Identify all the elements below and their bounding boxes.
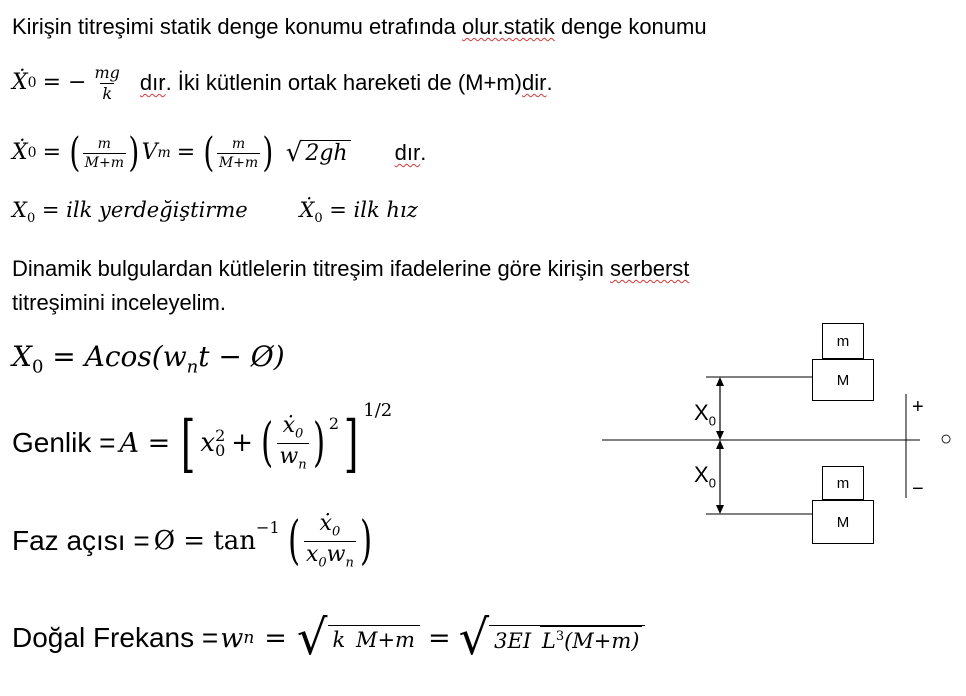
bottom-small-mass: m: [822, 466, 864, 500]
frac-num: ẋ: [319, 511, 332, 537]
definitions-line: [12, 198, 418, 226]
x-sub: 0: [708, 413, 716, 429]
x-letter: X: [694, 400, 709, 425]
top-large-mass: M: [812, 359, 874, 401]
intro-text: Kirişin titreşimi statik denge konumu etrafında: [12, 14, 462, 39]
equals-minus: = −: [42, 70, 87, 95]
x0-definition: = ilk yerdeğiştirme: [35, 198, 248, 222]
motion-equation: [12, 340, 285, 378]
square-exp: 2: [328, 414, 340, 433]
para-line2: titreşimini inceleyelim.: [12, 290, 226, 315]
frac-den: w: [279, 443, 299, 469]
frac-den: x: [305, 541, 319, 567]
frac-den-sub: n: [298, 456, 307, 472]
frac-den-sup: 3: [555, 628, 565, 644]
x0-sub: 0: [31, 356, 44, 378]
m-over-Mm: [83, 137, 126, 170]
lower-arrow-head-bottom: [716, 505, 724, 514]
v-sub: m: [157, 145, 171, 161]
velocity-line: Ẋ 0 = ( $\frac{m}{M+m}$ ) V m = ( $\frac{m}{M+m}$ ) √ 2gh dır .: [12, 130, 427, 176]
xdot0-definition: = ilk hız: [322, 198, 418, 222]
xdot0-symbol: Ẋ: [299, 198, 315, 222]
frequency-label: Doğal Frekans =: [12, 622, 219, 653]
mass-spring-diagram: [590, 318, 966, 554]
dir-word: dır: [139, 70, 166, 95]
equals: =: [42, 140, 62, 165]
xdot-sub: 0: [27, 75, 37, 91]
k-over-Mm: [328, 625, 420, 651]
frac-den: M+m: [354, 625, 417, 652]
intro-rest: denge konumu: [554, 14, 707, 39]
frac-num: 3EI: [494, 628, 532, 653]
x-symbol: x: [200, 428, 216, 458]
frac-den: M+m: [218, 154, 259, 171]
frac-num: m: [97, 135, 111, 152]
frac-num: m: [231, 135, 246, 152]
amplitude-label: Genlik =: [12, 427, 116, 458]
para-wavy-word: serberst: [609, 256, 690, 281]
initial-displacement-line: [12, 58, 553, 108]
sqrt-2gh: 2gh: [302, 140, 350, 167]
x-sub: 0: [708, 475, 716, 491]
upper-x0-label: [694, 400, 716, 428]
half-exp: 1/2: [363, 400, 393, 421]
m-over-Mm-2: [217, 137, 260, 170]
dir-word: dır: [394, 140, 421, 165]
x0-symbol: X: [12, 198, 27, 222]
eq-rest: t − Ø): [198, 340, 285, 373]
frac-den-rest: (M+m): [564, 628, 640, 653]
x0-symbol: X: [12, 340, 32, 373]
line2-dot: .: [546, 70, 553, 95]
xdot-symbol: Ẋ: [12, 70, 28, 95]
lower-arrow-head-top: [716, 440, 724, 449]
frac-num-sub: 0: [331, 524, 341, 540]
phase-tan: Ø = tan: [153, 526, 257, 556]
equals-2: =: [427, 622, 451, 654]
frac-num-sub: 0: [295, 426, 304, 442]
n-sub: n: [186, 356, 199, 378]
upper-arrow-head-bottom: [716, 431, 724, 440]
phase-label: Faz açısı =: [12, 525, 150, 556]
upper-arrow-head-top: [716, 377, 724, 386]
equals-2: =: [176, 140, 196, 165]
frac-num: k: [332, 628, 346, 652]
equals: =: [264, 622, 287, 654]
plus-sign: +: [912, 396, 924, 418]
bottom-large-mass: M: [812, 500, 874, 544]
w-symbol: w: [220, 622, 244, 654]
line3-dot: .: [420, 140, 427, 165]
amplitude-equation: Genlik = A = [ x 2 0 + ( $\frac{ẋ_0}{w_n}$ ) 2 ] 1/2: [12, 400, 393, 480]
minus-sign: −: [912, 478, 924, 500]
xdot-sub: 0: [27, 145, 37, 161]
x-sup: 2: [215, 426, 226, 445]
frac-den: k: [102, 83, 113, 103]
diagram-lines: [590, 318, 966, 554]
frac-num: ẋ: [282, 413, 296, 439]
frac-den: M+m: [84, 154, 124, 171]
plus: +: [231, 428, 254, 458]
x-letter: X: [694, 462, 709, 487]
3EI-over-L3Mm: [489, 625, 644, 652]
para-line1: Dinamik bulgulardan kütlelerin titreşim ifadelerine göre kirişin: [12, 256, 610, 281]
eq-rhs: = Acos(w: [43, 340, 187, 373]
paragraph: [12, 256, 689, 316]
frac-den2-sub: n: [345, 554, 354, 570]
xdot-over-x0wn: [304, 513, 356, 569]
frac-num: mg: [94, 62, 120, 82]
intro-line: [12, 14, 707, 40]
v-symbol: V: [141, 140, 158, 165]
line2-text: . İki kütlenin ortak hareketi de (M+m): [165, 70, 522, 95]
amplitude-A: A =: [119, 427, 171, 459]
xdot0-sub: 0: [314, 211, 323, 227]
frac-den-sub: 0: [318, 554, 327, 570]
x-sub: 0: [215, 441, 226, 460]
xdot-over-wn: [277, 415, 308, 471]
w-sub: n: [243, 628, 255, 648]
dir-word-2: dir: [522, 70, 547, 95]
tan-sup: −1: [256, 518, 280, 537]
x0-sub: 0: [26, 211, 36, 227]
top-small-mass: m: [822, 323, 864, 359]
intro-wavy-word: olur.statik: [461, 14, 555, 39]
origin-marker: ○: [940, 428, 953, 450]
frac-den2: w: [326, 541, 346, 567]
frac-den-L: L: [541, 628, 556, 653]
phase-equation: Faz açısı = Ø = tan −1 ( $\frac{ẋ_0}{x_0w_n}$ ): [12, 511, 373, 571]
lower-x0-label: [694, 462, 716, 490]
mg-over-k: [92, 62, 121, 103]
natural-frequency-equation: Doğal Frekans = w n = √ k M+m = √ 3EI $L^3(M+m)$: [12, 598, 645, 678]
xdot-symbol: Ẋ: [12, 140, 28, 165]
